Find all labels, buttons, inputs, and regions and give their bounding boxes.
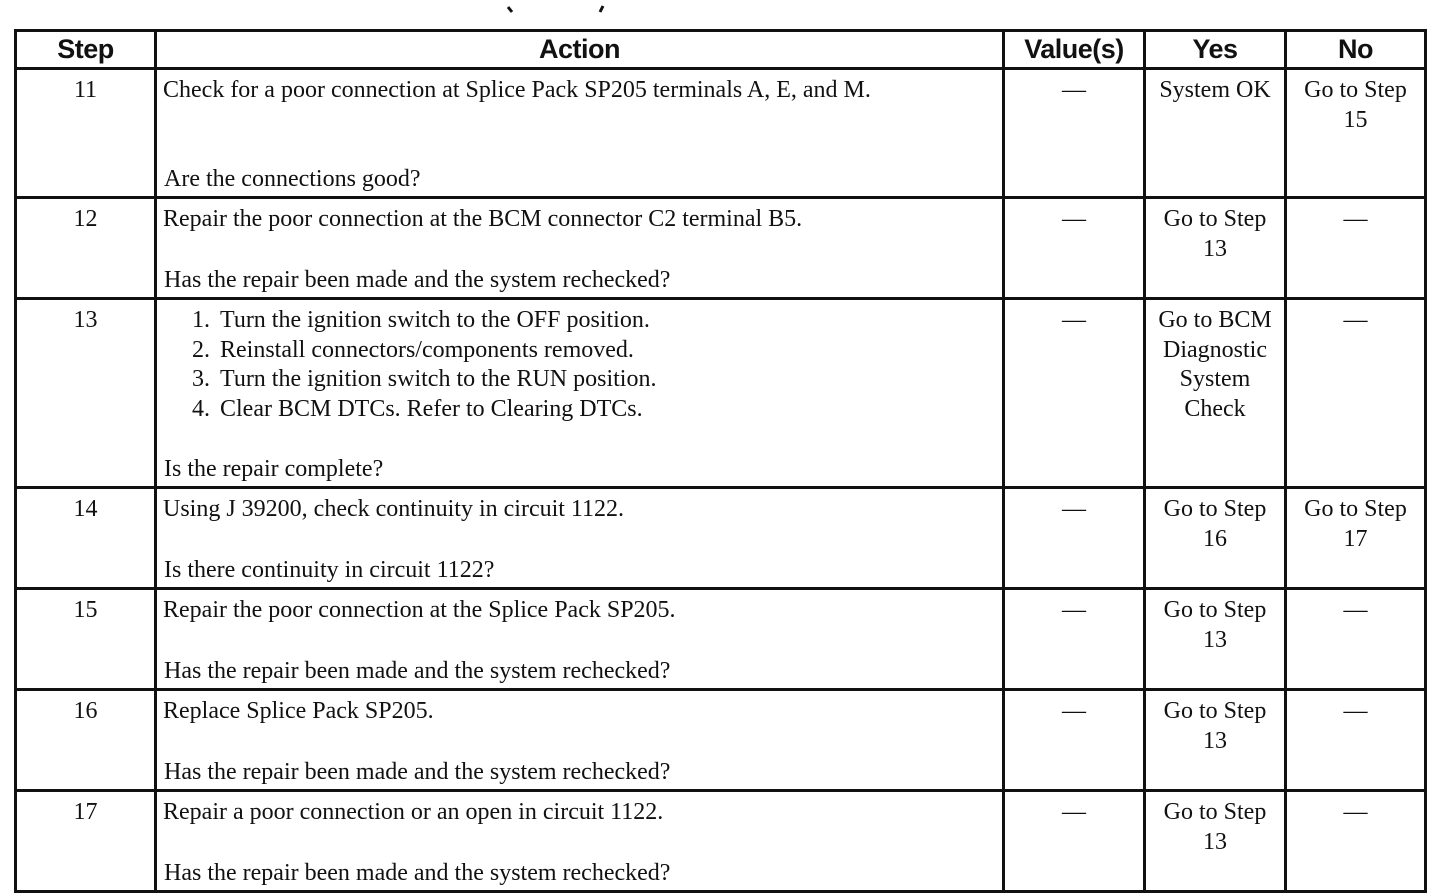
action-cell	[156, 791, 1004, 892]
action-step: 3. Turn the ignition switch to the RUN position.	[216, 365, 996, 395]
action-text: Check for a poor connection at Splice Pack SP205 terminals A, E, and M.	[163, 77, 871, 103]
action-question: Has the repair been made and the system rechecked?	[164, 266, 671, 293]
action-step: 4. Clear BCM DTCs. Refer to Clearing DTCs.	[216, 395, 996, 425]
yes-cell: Go to BCM Diagnostic System Check	[1145, 299, 1286, 488]
action-text: Repair the poor connection at the BCM connector C2 terminal B5.	[163, 206, 803, 232]
step-number: 17	[16, 791, 156, 892]
table-row	[16, 299, 1426, 488]
step-number: 15	[16, 589, 156, 690]
yes-cell: Go to Step 13	[1145, 690, 1286, 791]
header-step: Step	[16, 31, 156, 69]
no-cell: Go to Step 17	[1286, 488, 1426, 589]
action-question: Has the repair been made and the system rechecked?	[164, 859, 671, 886]
no-cell: —	[1286, 198, 1426, 299]
value-cell: —	[1004, 198, 1145, 299]
value-cell: —	[1004, 69, 1145, 198]
action-cell	[156, 69, 1004, 198]
yes-cell: Go to Step 13	[1145, 791, 1286, 892]
header-yes: Yes	[1145, 31, 1286, 69]
action-text: Using J 39200, check continuity in circuit 1122.	[163, 496, 625, 522]
value-cell: —	[1004, 690, 1145, 791]
yes-cell: Go to Step 13	[1145, 198, 1286, 299]
step-number: 11	[16, 69, 156, 198]
step-number: 16	[16, 690, 156, 791]
no-cell: —	[1286, 791, 1426, 892]
value-cell: —	[1004, 488, 1145, 589]
header-action: Action	[156, 31, 1004, 69]
header-values: Value(s)	[1004, 31, 1145, 69]
step-number: 13	[16, 299, 156, 488]
action-text: Replace Splice Pack SP205.	[163, 698, 434, 724]
action-text: Repair the poor connection at the Splice Pack SP205.	[163, 597, 676, 623]
action-step-list	[163, 306, 996, 424]
action-text: Repair a poor connection or an open in circuit 1122.	[163, 799, 664, 825]
action-question: Is there continuity in circuit 1122?	[164, 556, 495, 583]
step-number: 12	[16, 198, 156, 299]
action-step: 1. Turn the ignition switch to the OFF position.	[216, 306, 996, 336]
no-cell: —	[1286, 299, 1426, 488]
header-row	[16, 31, 1426, 69]
value-cell: —	[1004, 299, 1145, 488]
table-row	[16, 488, 1426, 589]
value-cell: —	[1004, 791, 1145, 892]
table-row	[16, 589, 1426, 690]
table-row	[16, 198, 1426, 299]
action-question: Are the connections good?	[164, 165, 421, 192]
no-cell: Go to Step 15	[1286, 69, 1426, 198]
header-no: No	[1286, 31, 1426, 69]
step-number: 14	[16, 488, 156, 589]
no-cell: —	[1286, 690, 1426, 791]
yes-cell: System OK	[1145, 69, 1286, 198]
table-row	[16, 690, 1426, 791]
yes-cell: Go to Step 16	[1145, 488, 1286, 589]
page-fragment-marks	[505, 0, 605, 14]
action-question: Is the repair complete?	[164, 455, 384, 482]
table-row	[16, 791, 1426, 892]
action-cell	[156, 198, 1004, 299]
table-row	[16, 69, 1426, 198]
action-cell	[156, 589, 1004, 690]
action-cell	[156, 299, 1004, 488]
action-cell	[156, 488, 1004, 589]
action-question: Has the repair been made and the system rechecked?	[164, 657, 671, 684]
action-step: 2. Reinstall connectors/components removed.	[216, 336, 996, 366]
action-question: Has the repair been made and the system rechecked?	[164, 758, 671, 785]
yes-cell: Go to Step 13	[1145, 589, 1286, 690]
value-cell: —	[1004, 589, 1145, 690]
action-cell	[156, 690, 1004, 791]
no-cell: —	[1286, 589, 1426, 690]
diagnostic-table	[14, 29, 1427, 893]
